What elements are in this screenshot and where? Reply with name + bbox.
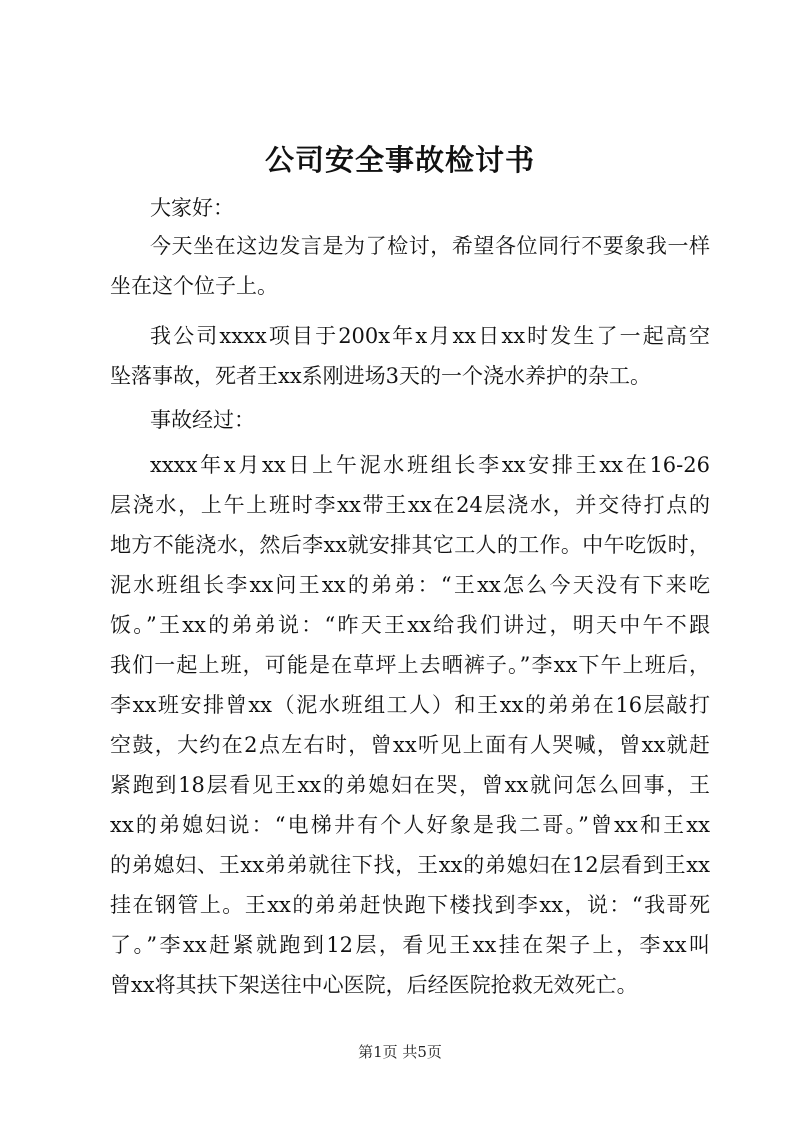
paragraph-line: 紧跑到18层看见王xx的弟媳妇在哭，曾xx就问怎么回事，王 bbox=[110, 773, 710, 797]
greeting-paragraph: 大家好： bbox=[150, 196, 234, 220]
section-heading bbox=[110, 400, 710, 440]
paragraph-line: 泥水班组长李xx问王xx的弟弟：“王xx怎么今天没有下来吃 bbox=[110, 573, 710, 597]
paragraph-line: xxxx年x月xx日上午泥水班组长李xx安排王xx在16-26 bbox=[150, 453, 710, 477]
paragraph-incident-details bbox=[110, 445, 710, 1005]
paragraph-line: 的弟媳妇、王xx弟弟就往下找，王xx的弟媳妇在12层看到王xx bbox=[110, 853, 710, 877]
paragraph-line: 曾xx将其扶下架送往中心医院，后经医院抢救无效死亡。 bbox=[110, 973, 638, 997]
page-footer: 第1页 共5页 bbox=[358, 1043, 442, 1061]
paragraph-incident-summary bbox=[110, 316, 710, 396]
greeting-text bbox=[110, 188, 710, 228]
paragraph-line: 地方不能浇水，然后李xx就安排其它工人的工作。中午吃饭时， bbox=[110, 533, 710, 557]
paragraph-line: 饭。”王xx的弟弟说：“昨天王xx给我们讲过，明天中午不跟 bbox=[110, 613, 710, 637]
paragraph-line: 今天坐在这边发言是为了检讨，希望各位同行不要象我一样 bbox=[150, 234, 710, 258]
paragraph-line: 了。”李xx赶紧就跑到12层，看见王xx挂在架子上，李xx叫 bbox=[110, 933, 710, 957]
paragraph-intro bbox=[110, 226, 710, 306]
paragraph-line: 坐在这个位子上。 bbox=[110, 274, 278, 298]
paragraph-line: 坠落事故，死者王xx系刚进场3天的一个浇水养护的杂工。 bbox=[110, 364, 652, 388]
document-title: 公司安全事故检讨书 bbox=[264, 143, 535, 177]
paragraph-line: 层浇水，上午上班时李xx带王xx在24层浇水，并交待打点的 bbox=[110, 493, 710, 517]
paragraph-line: 我公司xxxx项目于200x年x月xx日xx时发生了一起高空 bbox=[150, 324, 710, 348]
paragraph-line: 我们一起上班，可能是在草坪上去晒裤子。”李xx下午上班后， bbox=[110, 653, 710, 677]
paragraph-line: 空鼓，大约在2点左右时，曾xx听见上面有人哭喊，曾xx就赶 bbox=[110, 733, 710, 757]
paragraph-line: 挂在钢管上。王xx的弟弟赶快跑下楼找到李xx，说：“我哥死 bbox=[110, 893, 710, 917]
paragraph-line: 李xx班安排曾xx（泥水班组工人）和王xx的弟弟在16层敲打 bbox=[110, 693, 710, 717]
paragraph-line: xx的弟媳妇说：“电梯井有个人好象是我二哥。”曾xx和王xx bbox=[110, 813, 710, 837]
section-heading-text: 事故经过： bbox=[150, 408, 255, 432]
